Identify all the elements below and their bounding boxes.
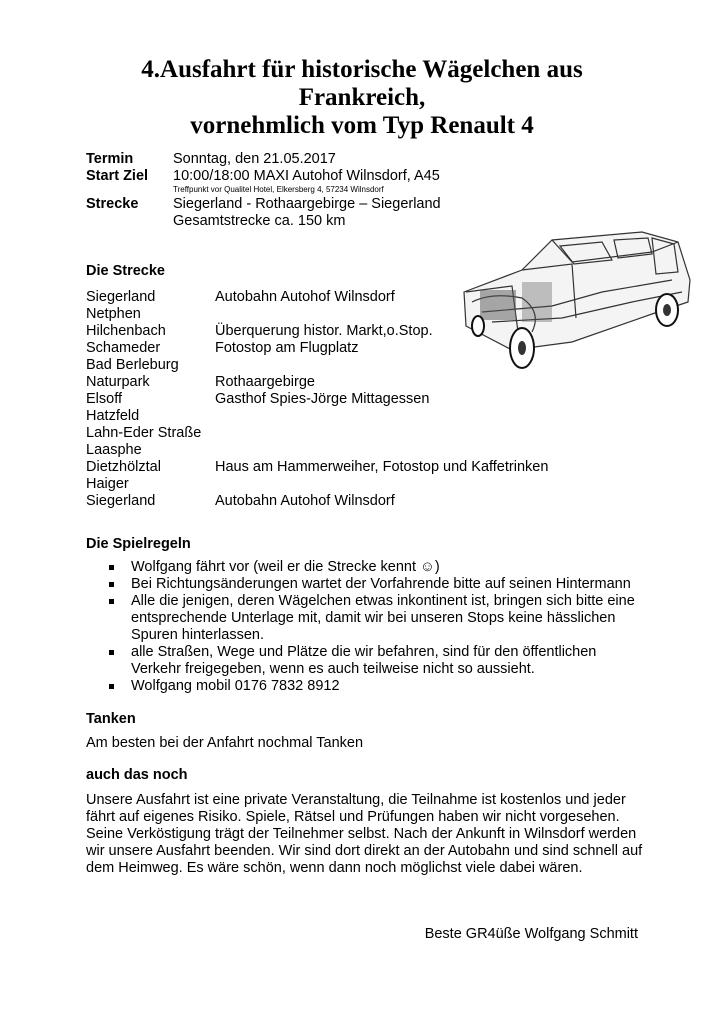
- route-place: Haiger: [86, 476, 129, 492]
- termin-value: Sonntag, den 21.05.2017: [173, 151, 336, 167]
- auch-text: Unsere Ausfahrt ist eine private Veranstaltung, die Teilnahme ist kostenlos und jeder fährt auf eigenes Risiko. Spiele, Rätsel und Prüfungen haben wir nicht vorgesehen. Seine Verköstigung trägt der Teilnehmer selbst. Nach der Ankunft in Wilnsdorf werden wir unsere Ausfahrt beenden. Wir sind dort direkt an der Autobahn und sind schnell auf dem Heimweg. Es wäre schön, wenn dann noch möglichst viele dabei wären.: [86, 792, 643, 876]
- route-place: Hatzfeld: [86, 408, 140, 424]
- route-place: Netphen: [86, 306, 141, 322]
- route-place: Siegerland: [86, 493, 156, 509]
- route-note: Überquerung histor. Markt,o.Stop.: [215, 323, 433, 339]
- rule-text: Wolfgang fährt vor (weil er die Strecke kennt ☺): [131, 559, 440, 575]
- car-illustration-icon: [452, 222, 696, 372]
- route-note: Rothaargebirge: [215, 374, 315, 390]
- route-note: Autobahn Autohof Wilnsdorf: [215, 493, 395, 509]
- route-place: Lahn-Eder Straße: [86, 425, 202, 441]
- route-place: Schameder: [86, 340, 161, 356]
- strecke-label: Strecke: [86, 196, 139, 212]
- route-place: Hilchenbach: [86, 323, 166, 339]
- rules-heading: Die Spielregeln: [86, 536, 191, 552]
- signature: Beste GR4üße Wolfgang Schmitt: [424, 926, 638, 942]
- tanken-text: Am besten bei der Anfahrt nochmal Tanken: [86, 735, 364, 751]
- route-place: Laasphe: [86, 442, 142, 458]
- title-line-3: vornehmlich vom Typ Renault 4: [190, 112, 534, 139]
- page-title: [60, 56, 664, 140]
- route-place: Naturpark: [86, 374, 150, 390]
- square-bullet-icon: [109, 565, 114, 570]
- route-note: Gasthof Spies-Jörge Mittagessen: [215, 391, 430, 407]
- start-label: Start Ziel: [86, 168, 149, 184]
- rule-text: Bei Richtungsänderungen wartet der Vorfahrende bitte auf seinen Hintermann: [131, 576, 631, 592]
- rule-text: alle Straßen, Wege und Plätze die wir befahren, sind für den öffentlichen Verkehr freigegeben, wenn es auch teilweise nicht so aussieht.: [131, 644, 597, 677]
- rule-item: [86, 576, 646, 593]
- square-bullet-icon: [109, 684, 114, 689]
- square-bullet-icon: [109, 599, 114, 604]
- auch-heading: auch das noch: [86, 767, 188, 783]
- strecke-value: Siegerland - Rothaargebirge – Siegerland: [173, 196, 441, 212]
- route-note: Fotostop am Flugplatz: [215, 340, 359, 356]
- route-note: Autobahn Autohof Wilnsdorf: [215, 289, 395, 305]
- route-place: Bad Berleburg: [86, 357, 179, 373]
- rules-list: [86, 559, 646, 695]
- route-place: Elsoff: [86, 391, 123, 407]
- square-bullet-icon: [109, 650, 114, 655]
- treffpunkt-note: Treffpunkt vor Qualitel Hotel, Elkersberg 4, 57234 Wilnsdorf: [173, 185, 384, 194]
- route-place: Siegerland: [86, 289, 156, 305]
- title-line-2: Frankreich,: [298, 84, 426, 111]
- rule-text: Wolfgang mobil 0176 7832 8912: [131, 678, 340, 694]
- route-place: Dietzhölztal: [86, 459, 161, 475]
- start-value: 10:00/18:00 MAXI Autohof Wilnsdorf, A45: [173, 168, 440, 184]
- rule-text: Alle die jenigen, deren Wägelchen etwas inkontinent ist, bringen sich bitte eine entsprechende Unterlage mit, damit wir bei unseren Stops keine hässlichen Spuren hinterlassen.: [131, 593, 635, 643]
- termin-label: Termin: [86, 151, 134, 167]
- rule-item: [86, 593, 646, 644]
- rule-item: [86, 559, 646, 576]
- rule-item: [86, 644, 646, 678]
- rule-item: [86, 678, 646, 695]
- title-line-1: 4.Ausfahrt für historische Wägelchen aus: [141, 56, 583, 83]
- route-note: Haus am Hammerweiher, Fotostop und Kaffetrinken: [215, 459, 549, 475]
- tanken-heading: Tanken: [86, 711, 136, 727]
- gesamt-value: Gesamtstrecke ca. 150 km: [173, 213, 346, 229]
- route-heading: Die Strecke: [86, 263, 165, 279]
- square-bullet-icon: [109, 582, 114, 587]
